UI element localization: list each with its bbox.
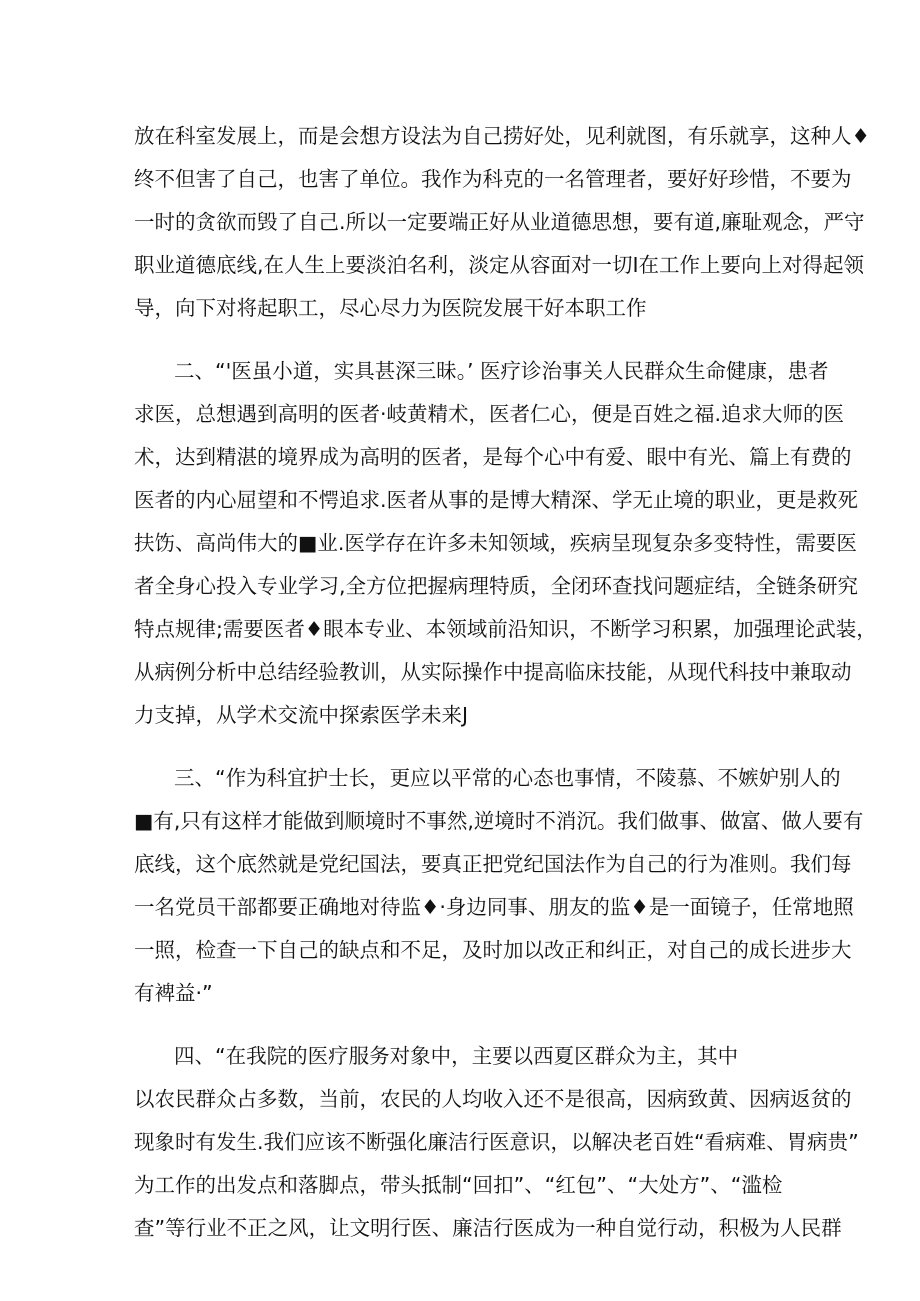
paragraph-line: 医者的内心屈望和不愕追求.医者从事的是博大精深、学无止境的职业，更是救死 (134, 488, 859, 512)
paragraph-line: 三、“作为科宜护士长，更应以平常的心态也事情，不陵慕、不嫉妒别人的 (174, 766, 841, 790)
paragraph-line: 力支掉，从学术交流中探索医学未来J (134, 703, 469, 727)
paragraph-line: 现象时有发生.我们应该不断强化廉洁行医意识，以解决老百姓“看病难、胃病贵” (134, 1130, 859, 1154)
paragraph-spacer (134, 737, 794, 757)
paragraph-3 (134, 757, 864, 1015)
document-body (134, 115, 877, 1250)
paragraph-line: 扶饬、高尚伟大的■业.医学存在许多未知领域，疾病呈现复杂多变特性，需要医 (134, 531, 857, 555)
paragraph-line: 为工作的出发点和落脚点，带头抵制“回扣”、“红包”、“大处方”、“滥检 (134, 1173, 783, 1197)
paragraph-line: 职业道德底线,在人生上要淡泊名利，淡定从容面对一切I在工作上要向上对得起领 (134, 253, 865, 277)
paragraph-line: 求医，总想遇到高明的医者·岐黄精术，医者仁心，便是百姓之福.追求大师的医 (134, 402, 845, 426)
paragraph-2 (134, 350, 877, 737)
paragraph-line: ■有,只有这样才能做到顺境时不事然,逆境时不消沉。我们做事、做富、做人要有 (134, 809, 864, 833)
paragraph-line: 术，达到精湛的境界成为高明的医者，是每个心中有爱、眼中有光、篇上有费的 (134, 445, 852, 469)
paragraph-spacer (134, 1015, 794, 1035)
paragraph-line: 四、“在我院的医疗服务对象中，主要以西夏区群众为主，其中 (174, 1044, 739, 1068)
paragraph-line: 一名党员干部都要正确地对待监♦·身边同事、朋友的监♦是一面镜子，任常地照 (134, 895, 854, 919)
paragraph-line: 底线，这个底然就是党纪国法，要真正把党纪国法作为自己的行为准则。我们每 (134, 852, 852, 876)
paragraph-line: 特点规律;需要医者♦眼本专业、本领域前沿知识，不断学习积累，加强理论武装， (134, 617, 877, 641)
paragraph-spacer (134, 330, 794, 350)
paragraph-line: 以农民群众占多数，当前，农民的人均收入还不是很高，因病致黄、因病返贫的 (134, 1087, 852, 1111)
paragraph-1 (134, 115, 870, 330)
paragraph-line: 导，向下对将起职工，尽心尽力为医院发展干好本职工作 (134, 296, 647, 320)
paragraph-line: 一照，检查一下自己的缺点和不足，及时加以改正和纠正，对自己的成长进步大 (134, 938, 852, 962)
paragraph-line: 有裨益·” (134, 981, 213, 1005)
paragraph-line: 放在科室发展上，而是会想方设法为自己捞好处，见利就图，有乐就享，这种人♦ (134, 124, 870, 148)
paragraph-4 (134, 1035, 859, 1250)
paragraph-line: 二、“'医虽小道，实具甚深三昧。’ 医疗诊治事关人民群众生命健康，患者 (174, 359, 829, 383)
paragraph-line: 者全身心投入专业学习,全方位把握病理特质，全闭环查找问题症结，全链条研究 (134, 574, 859, 598)
paragraph-line: 一时的贪欲而毁了自己.所以一定要端正好从业道德思想，要有道,廉耻观念，严守 (134, 210, 865, 234)
paragraph-line: 终不但害了自己，也害了单位。我作为科克的一名管理者，要好好珍惜，不要为 (134, 167, 852, 191)
paragraph-line: 从病例分析中总结经验教训，从实际操作中提高临床技能，从现代科技中兼取动 (134, 660, 852, 684)
paragraph-line: 查”等行业不正之风，让文明行医、廉洁行医成为一种自觉行动，积极为人民群 (134, 1216, 842, 1240)
